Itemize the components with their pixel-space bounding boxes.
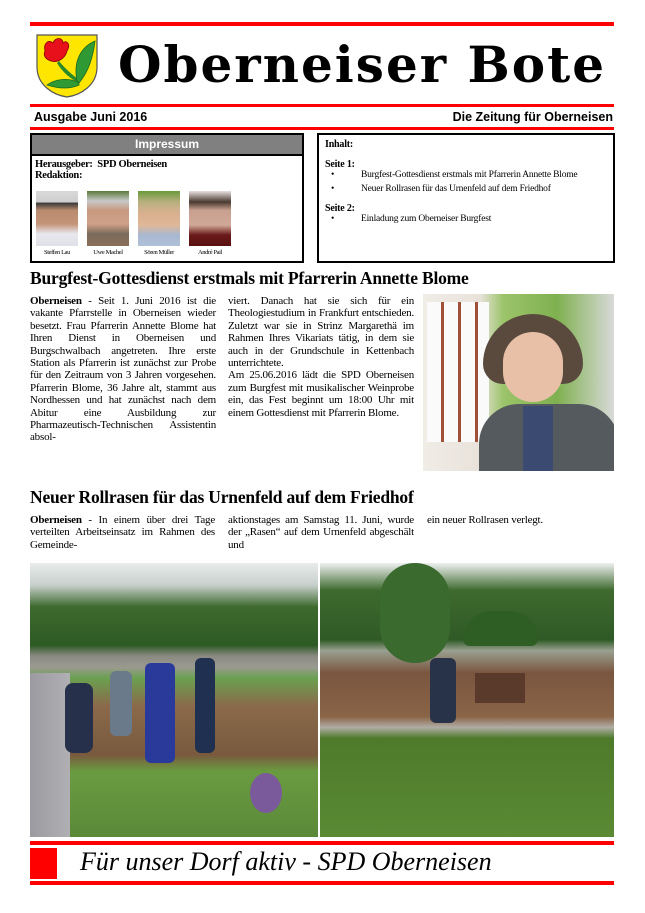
newspaper-title: Oberneiser Bote [117,35,607,94]
toc-item-label: Einladung zum Oberneiser Burgfest [361,214,492,224]
editor-name: André Pail [198,249,222,256]
issue-label: Ausgabe Juni 2016 [34,110,148,124]
editor-photo [189,191,231,246]
article-column [427,514,613,526]
footer-slogan: Für unser Dorf aktiv - SPD Oberneisen [80,847,492,876]
footer-bottom-rule [30,881,614,885]
article-text: aktionstages am Samstag 11. Juni, wurde der „Rasen“ auf dem Urnenfeld abgeschält und [228,514,414,551]
publisher-name: SPD Oberneisen [97,159,167,170]
toc-item[interactable] [325,184,607,195]
impressum-heading: Impressum [32,135,302,156]
portrait-photo [423,294,614,471]
editor-name: Steffen Lau [44,249,70,256]
footer-red-block [30,848,57,879]
editor-photo [36,191,78,246]
editor [138,191,180,256]
editor [189,191,231,256]
article-text: Am 25.06.2016 lädt die SPD Oberneisen zum Burgfest mit musikalischer Weinprobe ein, das Fest beginnt um 18:00 Uhr mit einem Gottesdienst mit Pfarrerin Blome. [228,369,414,419]
bullet-icon: • [331,184,335,194]
footer-top-rule [30,841,614,845]
photo-new-lawn [320,563,614,837]
tagline: Die Zeitung für Oberneisen [452,110,613,124]
bullet-icon: • [331,214,335,224]
bullet-icon: • [331,170,335,180]
contents-heading: Inhalt: [325,139,354,150]
article-column [30,514,215,551]
toc-item[interactable] [325,170,607,181]
photo-volunteers-digging [30,563,318,837]
top-rule [30,22,614,26]
contents-box [317,133,615,263]
publisher-line [32,159,302,170]
article-headline: Neuer Rollrasen für das Urnenfeld auf dem Friedhof [30,487,414,507]
tulip-crest-icon [33,31,101,99]
publisher-label: Herausgeber: [35,159,93,170]
article-column [228,514,414,551]
editorial-label: Redaktion: [35,170,83,181]
article-text: - In einem über drei Tage verteilten Arbeitseinsatz im Rahmen des Gemeinde- [30,514,215,551]
toc-item-label: Neuer Rollrasen für das Urnenfeld auf dem Friedhof [361,184,551,194]
dateline: Oberneisen [30,514,82,526]
masthead-rule [30,104,614,107]
editor [36,191,78,256]
article-text: - Seit 1. Juni 2016 ist die vakante Pfarrstelle in Oberneisen wieder besetzt. Frau Pfarrerin Annette Blome hat Ihren Dienst in Oberneisen und Burgschwalbach angetreten. Ihre erste Station als Pfarrerin ist zunächst zur Probe für den Zeitraum von 3 Jahren vorgesehen. Pfarrerin Blome, 36 Jahre alt, stammt aus Nordhessen und hat zunächst nach dem Abitur eine Ausbildung zur Pharmazeutisch-Technischen Assistentin absol- [30,295,216,444]
article-text: ein neuer Rollrasen verlegt. [427,514,543,526]
article-headline: Burgfest-Gottesdienst erstmals mit Pfarrerin Annette Blome [30,268,469,288]
toc-item-label: Burgfest-Gottesdienst erstmals mit Pfarrerin Annette Blome [361,170,578,180]
section-label: Seite 1: [325,159,355,170]
editor-name: Uwe Machel [93,249,123,256]
dateline: Oberneisen [30,295,82,307]
editor-photo [87,191,129,246]
coat-of-arms-logo [33,31,101,99]
article-column [228,295,414,419]
editor-name: Sören Müller [144,249,174,256]
toc-item[interactable] [325,214,607,225]
section-label: Seite 2: [325,203,355,214]
article-text: viert. Danach hat sie sich für ein Theologiestudium in Frankfurt entschieden. Zuletzt war sie in Strinz Margarethä im Rahmen Ihres Vikariats tätig, in dem sie auch in der Grundschule in Kettenbach unterrichtete. [228,295,414,370]
impressum-box [30,133,304,263]
subbar-rule [30,127,614,130]
editor [87,191,129,256]
editor-photo [138,191,180,246]
article-column [30,295,216,444]
